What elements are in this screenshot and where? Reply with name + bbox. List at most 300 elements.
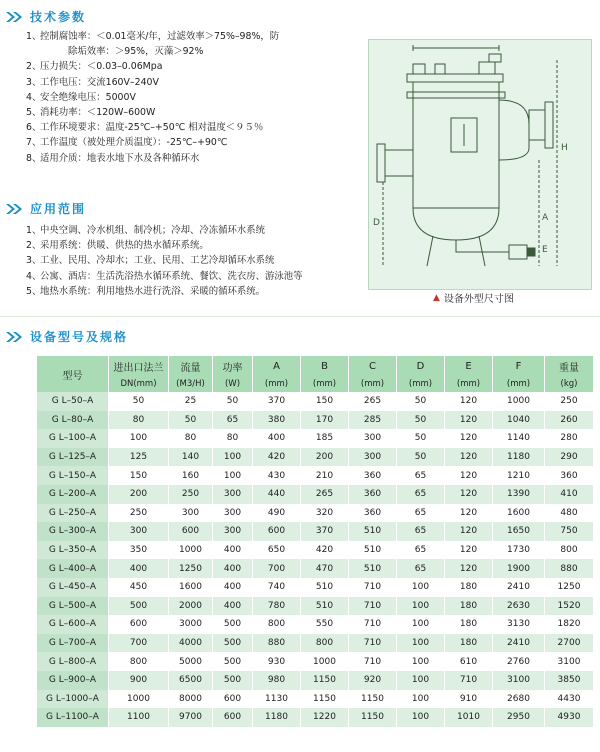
table-cell: 2950 — [493, 708, 545, 727]
double-chevron-icon — [6, 332, 26, 342]
table-cell: 400 — [253, 429, 301, 448]
table-cell: 2410 — [493, 578, 545, 597]
table-cell: 1730 — [493, 541, 545, 560]
table-row — [37, 429, 594, 448]
item-number: 1、 — [26, 225, 42, 236]
table-cell: 180 — [445, 597, 493, 616]
table-cell: 1150 — [349, 708, 397, 727]
table-cell: 300 — [349, 448, 397, 467]
table-cell: 80 — [109, 411, 169, 430]
table-cell: 100 — [397, 671, 445, 690]
table-cell: 120 — [445, 522, 493, 541]
table-cell: 150 — [301, 392, 349, 411]
table-cell: 1130 — [253, 690, 301, 709]
table-cell: 910 — [445, 690, 493, 709]
table-cell: 65 — [397, 522, 445, 541]
table-cell: 600 — [253, 522, 301, 541]
table-cell: 1150 — [301, 671, 349, 690]
list-item — [26, 223, 303, 238]
table-cell: 400 — [213, 578, 253, 597]
table-cell: 65 — [397, 541, 445, 560]
list-item — [26, 238, 303, 253]
list-item — [26, 44, 279, 59]
table-row — [37, 504, 594, 523]
table-cell: 120 — [445, 392, 493, 411]
item-number: 8、 — [26, 152, 42, 164]
table-cell: 400 — [213, 597, 253, 616]
model-cell: G L–1100–A — [37, 708, 109, 727]
table-cell: 100 — [397, 634, 445, 653]
item-number: 2、 — [26, 61, 42, 73]
item-text: 安全绝缘电压：5000V — [40, 91, 136, 103]
table-cell: 2700 — [545, 634, 594, 653]
table-cell: 1150 — [301, 690, 349, 709]
column-unit: (kg) — [545, 376, 594, 392]
column-unit: (mm) — [253, 376, 301, 392]
table-cell: 1140 — [493, 429, 545, 448]
table-cell: 250 — [169, 485, 213, 504]
column-unit: (mm) — [445, 376, 493, 392]
list-item — [26, 75, 279, 90]
table-cell: 120 — [445, 466, 493, 485]
table-cell: 2630 — [493, 597, 545, 616]
table-cell: 100 — [397, 652, 445, 671]
item-text: 工作温度（被处理介质温度）：-25℃–+90℃ — [40, 137, 228, 149]
table-cell: 265 — [349, 392, 397, 411]
list-item — [26, 151, 279, 166]
section-header-spec — [6, 328, 128, 345]
table-cell: 1210 — [493, 466, 545, 485]
table-cell: 100 — [397, 708, 445, 727]
item-number: 2、 — [26, 240, 42, 252]
column-unit: (mm) — [397, 376, 445, 392]
table-cell: 50 — [109, 392, 169, 411]
item-text: 控制腐蚀率：＜0.01毫米/年，过滤效率＞75%–98%，防 — [40, 31, 280, 42]
table-cell: 50 — [169, 411, 213, 430]
table-cell: 350 — [109, 541, 169, 560]
list-item — [26, 29, 279, 44]
column-unit: (W) — [213, 376, 253, 392]
table-row — [37, 466, 594, 485]
table-cell: 920 — [349, 671, 397, 690]
section-header-scope — [6, 200, 86, 217]
triangle-icon: ▲ — [433, 292, 440, 303]
table-row — [37, 578, 594, 597]
table-row — [37, 485, 594, 504]
table-cell: 300 — [169, 504, 213, 523]
table-cell: 500 — [213, 615, 253, 634]
column-header: 进出口法兰 — [109, 356, 169, 376]
table-cell: 320 — [301, 504, 349, 523]
table-cell: 160 — [169, 466, 213, 485]
table-cell: 1250 — [169, 559, 213, 578]
table-row — [37, 690, 594, 709]
table-cell: 880 — [545, 559, 594, 578]
list-item — [26, 105, 279, 120]
column-header: 型号 — [37, 356, 109, 392]
table-cell: 900 — [109, 671, 169, 690]
item-text: 工作环境要求：温度-25℃–+50℃ 相对温度＜９５％ — [40, 122, 264, 134]
table-cell: 710 — [349, 634, 397, 653]
list-item — [26, 135, 279, 150]
table-cell: 300 — [213, 504, 253, 523]
section-header-tech — [6, 8, 86, 25]
table-cell: 185 — [301, 429, 349, 448]
table-cell: 180 — [445, 615, 493, 634]
table-cell: 360 — [349, 485, 397, 504]
section-title: 设备型号及规格 — [30, 330, 129, 344]
item-number: 5、 — [26, 285, 42, 297]
table-cell: 80 — [213, 429, 253, 448]
column-header: B — [301, 356, 349, 376]
table-cell: 710 — [445, 671, 493, 690]
item-number: 1、 — [26, 31, 42, 42]
table-row — [37, 559, 594, 578]
table-cell: 700 — [109, 634, 169, 653]
item-number: 3、 — [26, 255, 42, 267]
table-cell: 1220 — [301, 708, 349, 727]
table-cell: 8000 — [169, 690, 213, 709]
table-cell: 120 — [445, 485, 493, 504]
table-cell: 710 — [349, 652, 397, 671]
column-unit: (M3/H) — [169, 376, 213, 392]
table-cell: 265 — [301, 485, 349, 504]
column-header: 重量 — [545, 356, 594, 376]
table-cell: 510 — [349, 522, 397, 541]
table-cell: 650 — [253, 541, 301, 560]
table-cell: 100 — [213, 448, 253, 467]
table-cell: 210 — [301, 466, 349, 485]
table-cell: 700 — [253, 559, 301, 578]
table-cell: 550 — [301, 615, 349, 634]
table-cell: 50 — [397, 411, 445, 430]
table-cell: 750 — [545, 522, 594, 541]
table-cell: 800 — [545, 541, 594, 560]
model-cell: G L–125–A — [37, 448, 109, 467]
table-cell: 600 — [109, 615, 169, 634]
column-unit: (mm) — [301, 376, 349, 392]
table-cell: 290 — [545, 448, 594, 467]
dim-label-d: D — [373, 218, 380, 228]
table-cell: 360 — [545, 466, 594, 485]
table-cell: 65 — [213, 411, 253, 430]
table-cell: 100 — [213, 466, 253, 485]
table-cell: 360 — [349, 504, 397, 523]
model-cell: G L–600–A — [37, 615, 109, 634]
table-cell: 9700 — [169, 708, 213, 727]
table-cell: 510 — [301, 578, 349, 597]
table-cell: 285 — [349, 411, 397, 430]
item-text: 采用系统：供暖、供热的热水循环系统。 — [40, 240, 209, 252]
divider — [0, 316, 600, 317]
table-row — [37, 448, 594, 467]
table-row — [37, 671, 594, 690]
list-item — [26, 284, 303, 299]
table-cell: 740 — [253, 578, 301, 597]
table-cell: 65 — [397, 504, 445, 523]
table-cell: 4000 — [169, 634, 213, 653]
model-cell: G L–80–A — [37, 411, 109, 430]
table-cell: 100 — [397, 578, 445, 597]
table-cell: 1390 — [493, 485, 545, 504]
table-row — [37, 392, 594, 411]
model-cell: G L–250–A — [37, 504, 109, 523]
table-row — [37, 615, 594, 634]
table-cell: 120 — [445, 504, 493, 523]
item-number: 7、 — [26, 137, 42, 149]
table-cell: 600 — [213, 708, 253, 727]
item-text: 工作电压：交流160V–240V — [40, 76, 159, 88]
item-text: 压力损失：＜0.03–0.06Mpa — [40, 61, 163, 73]
table-cell: 250 — [109, 504, 169, 523]
model-cell: G L–800–A — [37, 652, 109, 671]
model-cell: G L–500–A — [37, 597, 109, 616]
table-row — [37, 597, 594, 616]
table-cell: 1150 — [349, 690, 397, 709]
table-cell: 300 — [213, 522, 253, 541]
table-cell: 500 — [213, 634, 253, 653]
table-cell: 120 — [445, 559, 493, 578]
table-cell: 200 — [109, 485, 169, 504]
table-cell: 125 — [109, 448, 169, 467]
table-cell: 100 — [397, 690, 445, 709]
model-cell: G L–100–A — [37, 429, 109, 448]
table-cell: 200 — [301, 448, 349, 467]
table-cell: 420 — [253, 448, 301, 467]
table-cell: 100 — [397, 597, 445, 616]
column-unit: (mm) — [493, 376, 545, 392]
table-cell: 1180 — [253, 708, 301, 727]
table-row — [37, 411, 594, 430]
table-cell: 410 — [545, 485, 594, 504]
item-number: 6、 — [26, 122, 42, 134]
table-cell: 1100 — [109, 708, 169, 727]
table-cell: 50 — [397, 392, 445, 411]
table-cell: 280 — [545, 429, 594, 448]
model-cell: G L–700–A — [37, 634, 109, 653]
table-cell: 300 — [349, 429, 397, 448]
table-cell: 3130 — [493, 615, 545, 634]
tech-params-list — [26, 29, 279, 166]
table-cell: 450 — [109, 578, 169, 597]
column-header: A — [253, 356, 301, 376]
table-cell: 4430 — [545, 690, 594, 709]
table-cell: 2680 — [493, 690, 545, 709]
item-number: 5、 — [26, 107, 42, 119]
column-header: E — [445, 356, 493, 376]
figure-caption-text: 设备外型尺寸图 — [443, 294, 514, 305]
table-cell: 600 — [169, 522, 213, 541]
spec-table — [36, 356, 594, 727]
table-cell: 3000 — [169, 615, 213, 634]
double-chevron-icon — [6, 12, 26, 22]
filter-drawing — [369, 40, 591, 289]
table-cell: 1000 — [169, 541, 213, 560]
table-cell: 980 — [253, 671, 301, 690]
table-cell: 2410 — [493, 634, 545, 653]
table-row — [37, 708, 594, 727]
table-cell: 500 — [109, 597, 169, 616]
table-cell: 710 — [349, 578, 397, 597]
column-unit: DN(mm) — [109, 376, 169, 392]
table-cell: 1000 — [301, 652, 349, 671]
table-cell: 100 — [397, 615, 445, 634]
table-cell: 1600 — [169, 578, 213, 597]
model-cell: G L–1000–A — [37, 690, 109, 709]
table-cell: 260 — [545, 411, 594, 430]
table-cell: 1820 — [545, 615, 594, 634]
figure-caption — [433, 290, 514, 305]
table-cell: 400 — [213, 559, 253, 578]
table-cell: 4930 — [545, 708, 594, 727]
column-header: C — [349, 356, 397, 376]
model-cell: G L–300–A — [37, 522, 109, 541]
table-cell: 1180 — [493, 448, 545, 467]
list-item — [26, 90, 279, 105]
table-cell: 80 — [169, 429, 213, 448]
table-cell: 250 — [545, 392, 594, 411]
table-cell: 2760 — [493, 652, 545, 671]
table-cell: 490 — [253, 504, 301, 523]
table-cell: 480 — [545, 504, 594, 523]
item-text: 公寓、酒店：生活洗浴热水循环系统、餐饮、洗衣房、游泳池等 — [40, 270, 303, 282]
table-cell: 65 — [397, 466, 445, 485]
table-cell: 400 — [109, 559, 169, 578]
table-cell: 120 — [445, 541, 493, 560]
table-cell: 3850 — [545, 671, 594, 690]
item-text: 除垢效率：＞95%，灭藻＞92% — [68, 46, 204, 58]
table-cell: 6500 — [169, 671, 213, 690]
table-cell: 610 — [445, 652, 493, 671]
column-header: F — [493, 356, 545, 376]
section-title: 应用范围 — [30, 202, 87, 216]
item-text: 地热水系统：利用地热水进行洗浴、采暖的循环系统。 — [40, 285, 266, 297]
table-cell: 120 — [445, 448, 493, 467]
table-cell: 5000 — [169, 652, 213, 671]
item-text: 适用介质：地表水地下水及各种循环水 — [40, 152, 200, 164]
table-cell: 880 — [253, 634, 301, 653]
table-cell: 800 — [301, 634, 349, 653]
model-cell: G L–200–A — [37, 485, 109, 504]
table-cell: 370 — [253, 392, 301, 411]
table-cell: 25 — [169, 392, 213, 411]
table-cell: 500 — [213, 652, 253, 671]
table-cell: 380 — [253, 411, 301, 430]
model-cell: G L–350–A — [37, 541, 109, 560]
table-cell: 360 — [349, 466, 397, 485]
table-row — [37, 652, 594, 671]
table-cell: 440 — [253, 485, 301, 504]
table-cell: 470 — [301, 559, 349, 578]
table-cell: 500 — [213, 671, 253, 690]
table-cell: 510 — [349, 559, 397, 578]
column-header: 流量 — [169, 356, 213, 376]
model-cell: G L–150–A — [37, 466, 109, 485]
item-number: 4、 — [26, 270, 42, 282]
dim-label-h: H — [561, 143, 568, 153]
table-cell: 3100 — [545, 652, 594, 671]
section-title: 技术参数 — [30, 10, 87, 24]
model-cell: G L–450–A — [37, 578, 109, 597]
table-cell: 100 — [109, 429, 169, 448]
list-item — [26, 253, 303, 268]
list-item — [26, 269, 303, 284]
table-cell: 510 — [301, 597, 349, 616]
table-cell: 1250 — [545, 578, 594, 597]
table-cell: 180 — [445, 634, 493, 653]
table-cell: 1520 — [545, 597, 594, 616]
table-cell: 300 — [213, 485, 253, 504]
table-cell: 65 — [397, 559, 445, 578]
table-row — [37, 541, 594, 560]
table-cell: 65 — [397, 485, 445, 504]
table-cell: 1000 — [493, 392, 545, 411]
table-cell: 2000 — [169, 597, 213, 616]
item-number: 4、 — [26, 91, 42, 103]
table-cell: 710 — [349, 597, 397, 616]
table-cell: 120 — [445, 429, 493, 448]
table-cell: 780 — [253, 597, 301, 616]
double-chevron-icon — [6, 204, 26, 214]
list-item — [26, 59, 279, 74]
table-cell: 370 — [301, 522, 349, 541]
column-header: 功率 — [213, 356, 253, 376]
table-cell: 150 — [109, 466, 169, 485]
item-text: 中央空调、冷水机组、制冷机；冷却、冷冻循环水系统 — [40, 225, 266, 236]
table-cell: 430 — [253, 466, 301, 485]
model-cell: G L–400–A — [37, 559, 109, 578]
table-cell: 1600 — [493, 504, 545, 523]
item-text: 消耗功率：＜120W–600W — [40, 107, 156, 119]
table-cell: 1010 — [445, 708, 493, 727]
table-cell: 50 — [397, 429, 445, 448]
table-cell: 600 — [213, 690, 253, 709]
table-cell: 1000 — [109, 690, 169, 709]
table-cell: 930 — [253, 652, 301, 671]
table-cell: 300 — [109, 522, 169, 541]
table-cell: 120 — [445, 411, 493, 430]
item-number: 3、 — [26, 76, 42, 88]
table-cell: 1650 — [493, 522, 545, 541]
model-cell: G L–900–A — [37, 671, 109, 690]
item-text: 工业、民用、冷却水；工业、民用、工艺冷却循环水系统 — [40, 255, 275, 267]
table-cell: 800 — [253, 615, 301, 634]
dim-label-a: A — [542, 213, 549, 223]
column-header: D — [397, 356, 445, 376]
table-cell: 50 — [397, 448, 445, 467]
table-cell: 420 — [301, 541, 349, 560]
application-scope-list — [26, 223, 303, 299]
column-unit: (mm) — [349, 376, 397, 392]
table-cell: 710 — [349, 615, 397, 634]
table-cell: 510 — [349, 541, 397, 560]
list-item — [26, 120, 279, 135]
table-cell: 1900 — [493, 559, 545, 578]
table-cell: 180 — [445, 578, 493, 597]
table-cell: 3100 — [493, 671, 545, 690]
table-row — [37, 522, 594, 541]
equipment-dimension-figure — [368, 39, 592, 290]
table-cell: 140 — [169, 448, 213, 467]
model-cell: G L–50–A — [37, 392, 109, 411]
table-cell: 1040 — [493, 411, 545, 430]
table-cell: 400 — [213, 541, 253, 560]
table-row — [37, 634, 594, 653]
table-cell: 50 — [213, 392, 253, 411]
table-cell: 170 — [301, 411, 349, 430]
dim-label-e: E — [542, 245, 548, 255]
table-cell: 800 — [109, 652, 169, 671]
